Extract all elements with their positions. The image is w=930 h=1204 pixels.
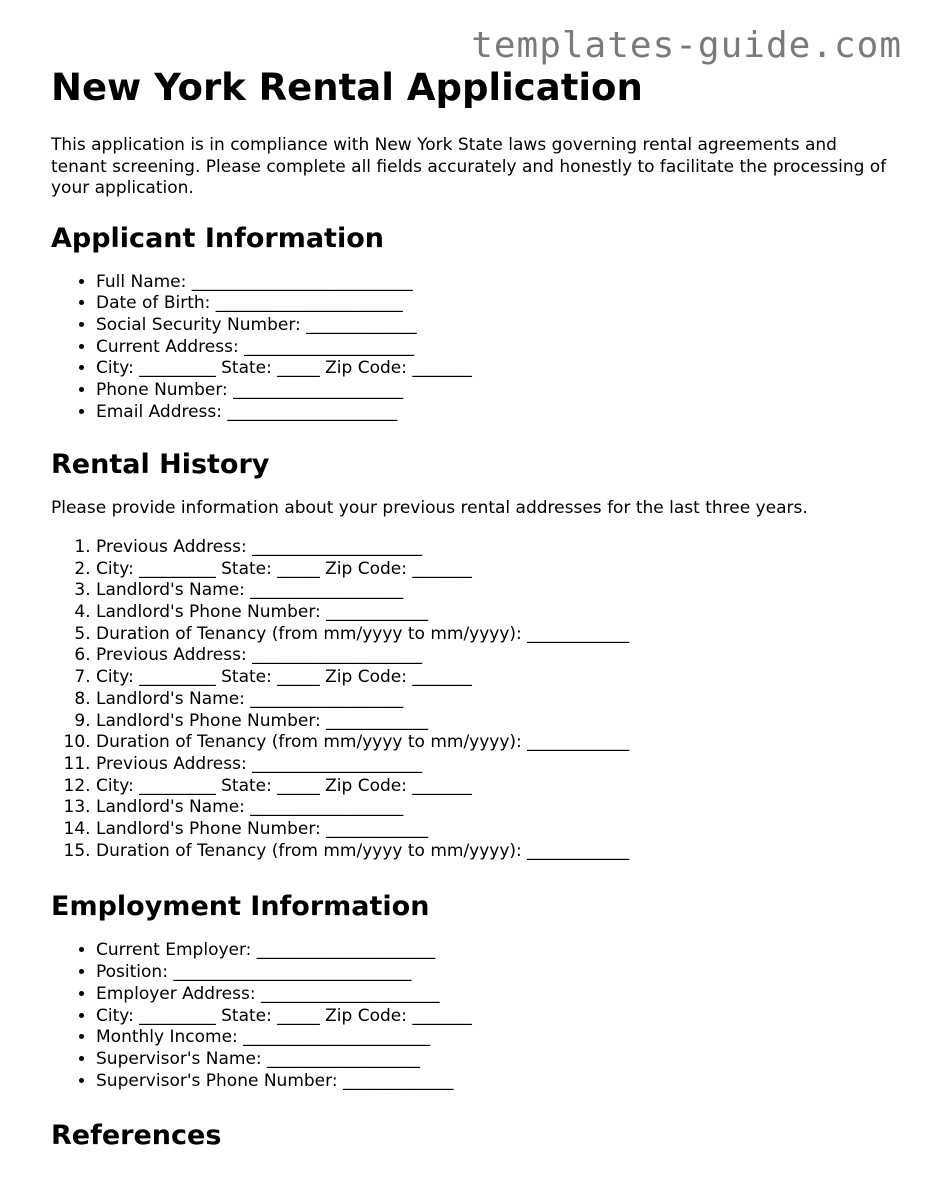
watermark: templates-guide.com — [471, 25, 902, 66]
list-item: • Date of Birth: ______________________ — [96, 293, 891, 315]
list-item: 15. Duration of Tenancy (from mm/yyyy to mm/yyyy): ____________ — [96, 841, 891, 863]
rental-heading: Rental History — [51, 449, 270, 481]
rental-intro: Please provide information about your previous rental addresses for the last three years. — [51, 498, 808, 519]
references-heading: References — [51, 1120, 222, 1152]
page-title: New York Rental Application — [51, 66, 643, 109]
applicant-heading: Applicant Information — [51, 222, 384, 254]
list-item: 6. Previous Address: ____________________ — [96, 645, 891, 667]
list-item: • Position: ____________________________ — [96, 962, 891, 984]
list-item: • Social Security Number: _____________ — [96, 315, 891, 337]
list-item: • Employer Address: _____________________ — [96, 984, 891, 1006]
employment-list — [51, 940, 891, 1092]
list-item: • Current Employer: _____________________ — [96, 940, 891, 962]
document-page — [51, 66, 891, 1153]
employment-heading: Employment Information — [51, 891, 430, 923]
list-item: • City: _________ State: _____ Zip Code: _______ — [96, 358, 891, 380]
list-item: • Supervisor's Phone Number: _____________ — [96, 1071, 891, 1093]
list-item: 13. Landlord's Name: __________________ — [96, 797, 891, 819]
list-item: 1. Previous Address: ____________________ — [96, 537, 891, 559]
list-item: • Email Address: ____________________ — [96, 402, 891, 424]
list-item: 5. Duration of Tenancy (from mm/yyyy to mm/yyyy): ____________ — [96, 624, 891, 646]
list-item: 9. Landlord's Phone Number: ____________ — [96, 711, 891, 733]
list-item: • City: _________ State: _____ Zip Code: _______ — [96, 1006, 891, 1028]
list-item: 7. City: _________ State: _____ Zip Code: _______ — [96, 667, 891, 689]
list-item: 14. Landlord's Phone Number: ____________ — [96, 819, 891, 841]
list-item: • Current Address: ____________________ — [96, 337, 891, 359]
list-item: 11. Previous Address: ____________________ — [96, 754, 891, 776]
intro-paragraph: This application is in compliance with New York State laws governing rental agreements and tenant screening. Please complete all fields accurately and honestly to facilitate the processing of your application. — [51, 135, 887, 198]
list-item: 4. Landlord's Phone Number: ____________ — [96, 602, 891, 624]
list-item: 3. Landlord's Name: __________________ — [96, 580, 891, 602]
list-item: • Full Name: __________________________ — [96, 272, 891, 294]
rental-list — [51, 537, 891, 863]
list-item: 2. City: _________ State: _____ Zip Code: _______ — [96, 559, 891, 581]
applicant-list — [51, 272, 891, 424]
list-item: 8. Landlord's Name: __________________ — [96, 689, 891, 711]
list-item: • Phone Number: ____________________ — [96, 380, 891, 402]
list-item: 10. Duration of Tenancy (from mm/yyyy to mm/yyyy): ____________ — [96, 732, 891, 754]
list-item: • Monthly Income: ______________________ — [96, 1027, 891, 1049]
list-item: • Supervisor's Name: __________________ — [96, 1049, 891, 1071]
list-item: 12. City: _________ State: _____ Zip Code: _______ — [96, 776, 891, 798]
